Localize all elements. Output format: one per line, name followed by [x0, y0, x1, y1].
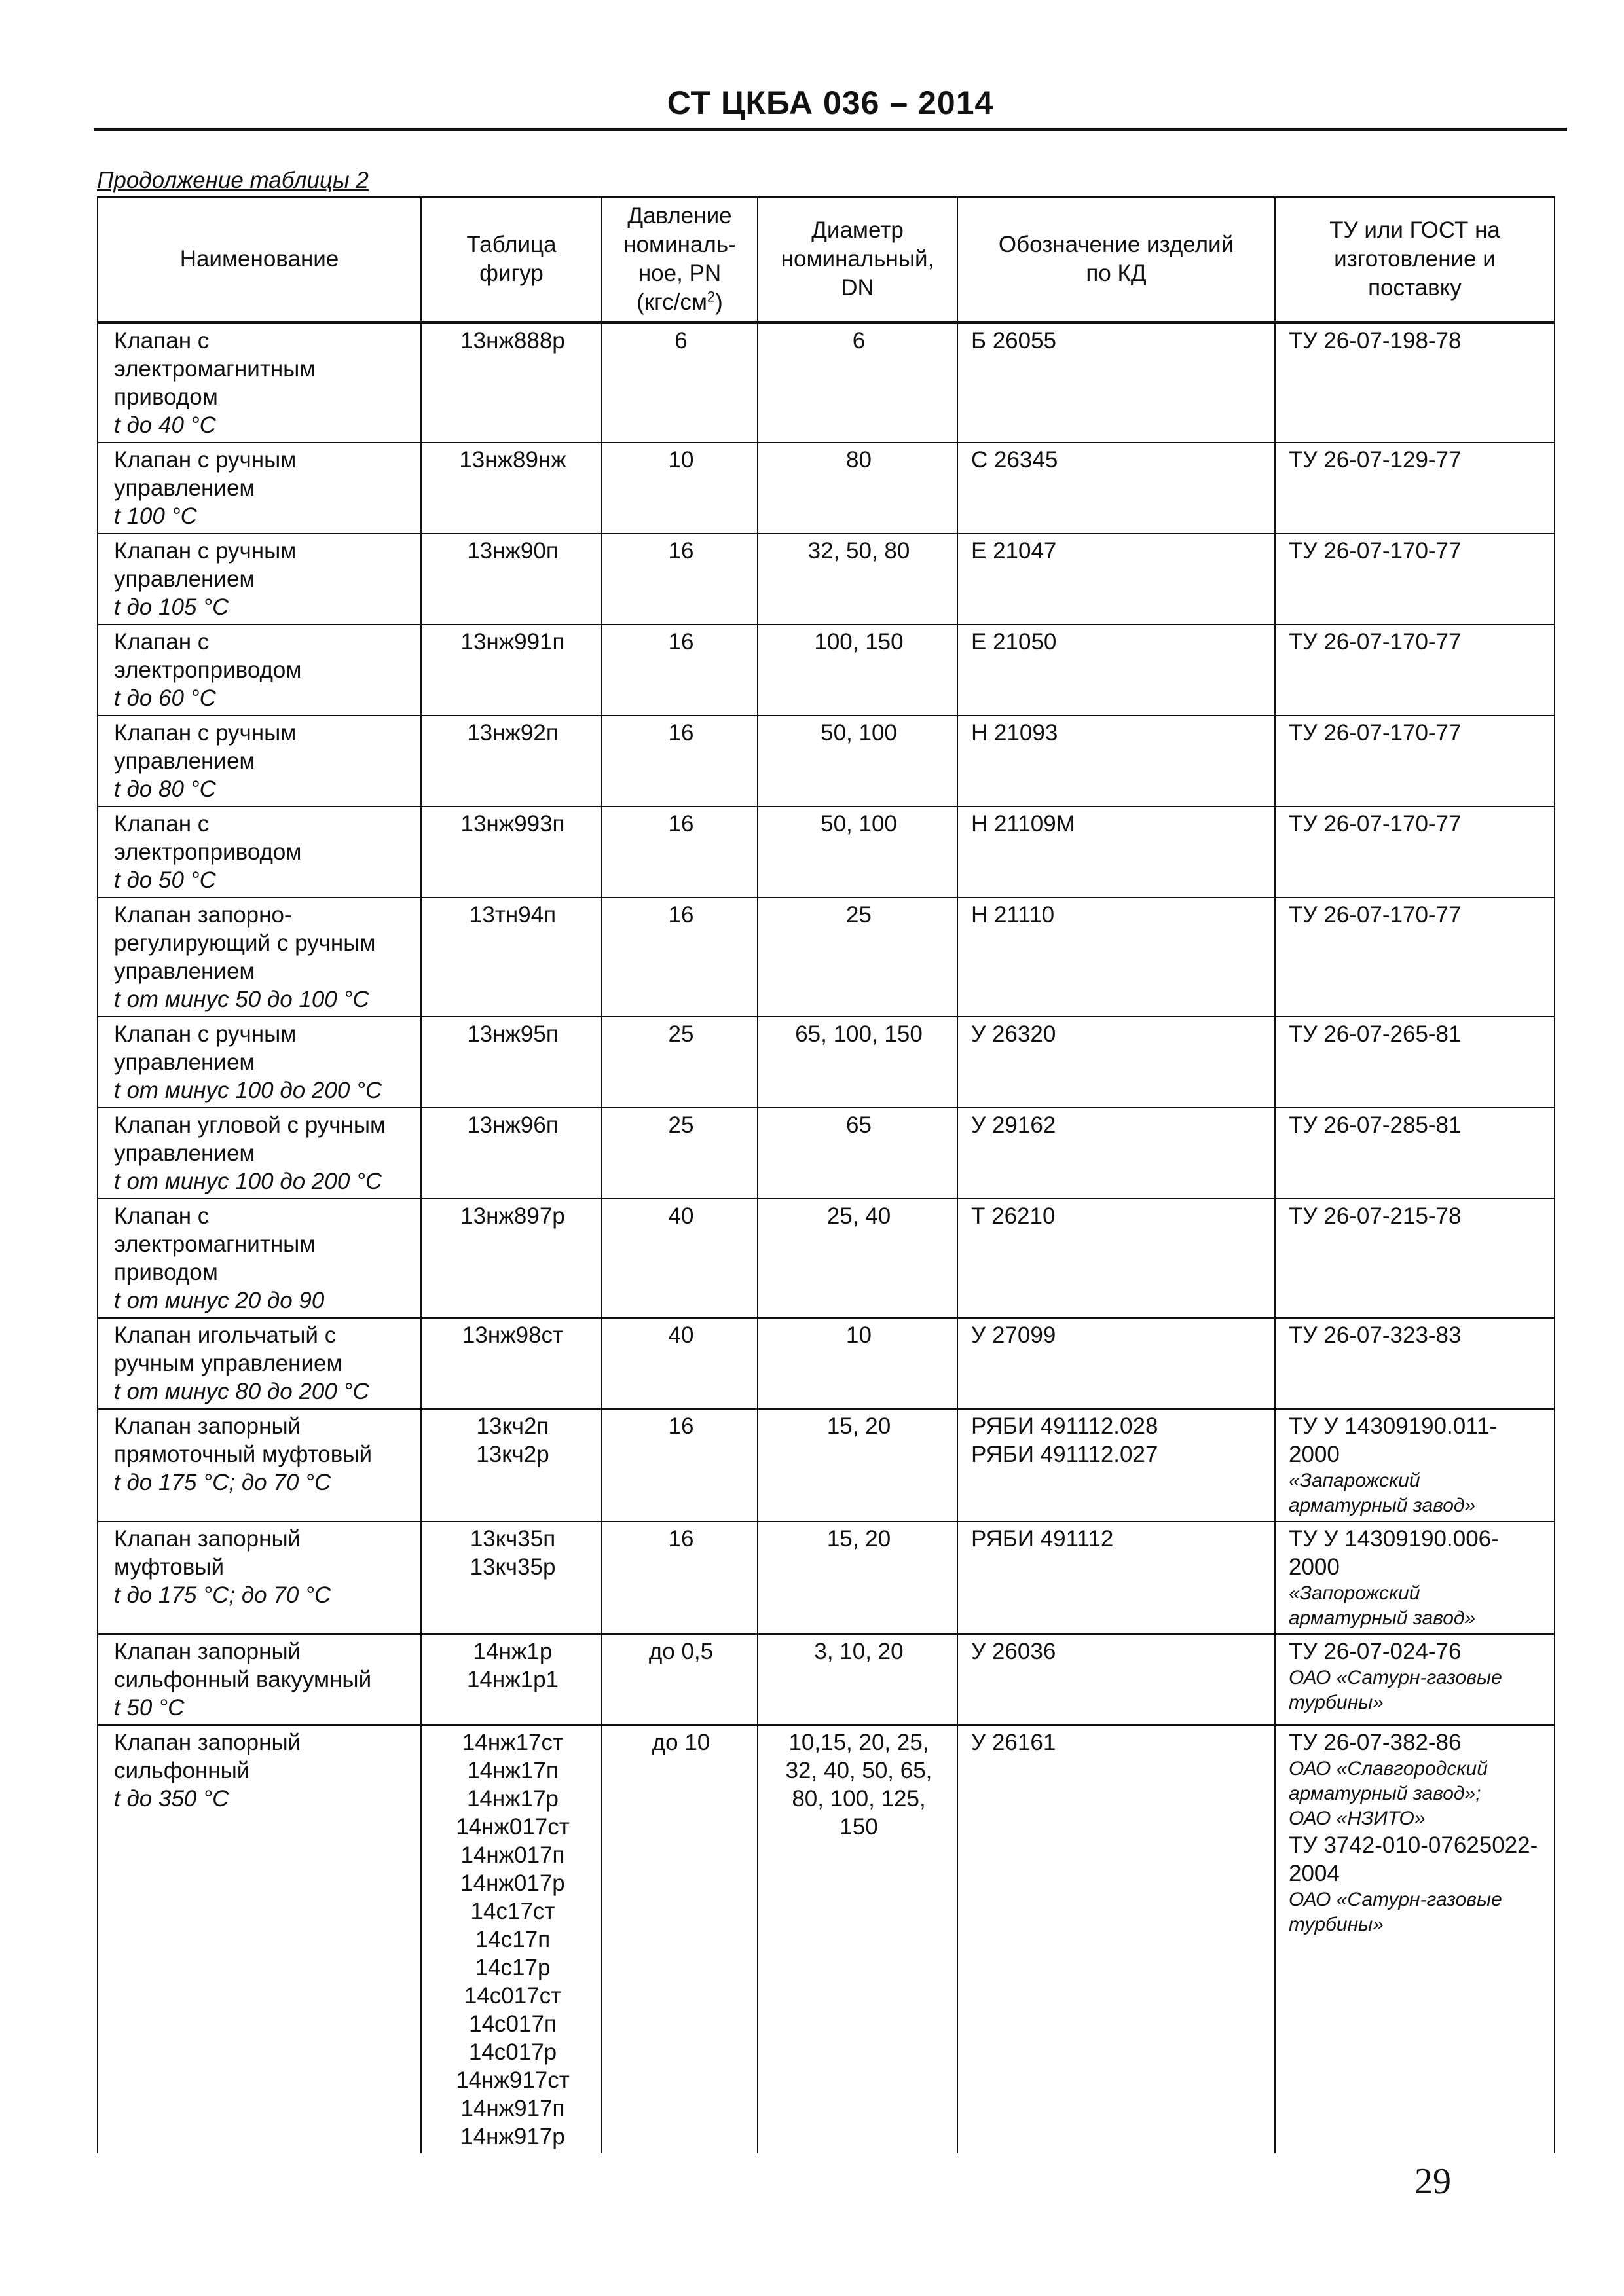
temperature-range: t до 105 °С [114, 594, 229, 620]
tu-code: ТУ 26-07-170-77 [1289, 629, 1462, 655]
manufacturer-note: арматурный завод»; [1289, 1783, 1481, 1804]
cell-figure [421, 1522, 602, 1634]
temperature-range: t 100 °С [114, 503, 197, 529]
cell-figure [421, 1725, 602, 2153]
tu-code: ТУ 26-07-129-77 [1289, 447, 1462, 473]
valve-name-line: Клапан с [114, 328, 210, 354]
cell-tu [1275, 1725, 1555, 2153]
pn-unit-exponent: 2 [707, 288, 716, 305]
valve-name-line: Клапан с [114, 629, 210, 655]
figure-code: 14нж917ст [456, 2068, 570, 2093]
valve-name-line: прямоточный муфтовый [114, 1442, 373, 1467]
temperature-range: t от минус 50 до 100 °С [114, 987, 369, 1012]
figure-code: 14с17ст [470, 1899, 555, 1924]
manufacturer-note: ОАО «Сатурн-газовые [1289, 1889, 1502, 1910]
cell-name [98, 534, 421, 625]
kd-designation: У 27099 [971, 1322, 1056, 1348]
col-header-dn-line: Диаметр [811, 217, 904, 243]
cell-name [98, 1108, 421, 1199]
figure-code: 13нж993п [460, 811, 565, 837]
valve-name-line: Клапан запорный [114, 1639, 301, 1664]
cell-tu [1275, 534, 1555, 625]
tu-code: ТУ У 14309190.006- [1289, 1526, 1499, 1552]
cell-tu [1275, 1522, 1555, 1634]
figure-code: 14нж017ст [456, 1814, 570, 1840]
kd-designation: С 26345 [971, 447, 1058, 473]
cell-dn [758, 1725, 957, 2153]
temperature-range: t до 50 °С [114, 867, 216, 893]
valve-name-line: электроприводом [114, 839, 302, 865]
cell-name [98, 1409, 421, 1522]
cell-name [98, 1318, 421, 1409]
valve-name-line: регулирующий с ручным [114, 930, 376, 956]
dn-value: 6 [852, 328, 866, 354]
tu-code: ТУ 26-07-170-77 [1289, 902, 1462, 928]
kd-designation: У 29162 [971, 1112, 1056, 1138]
temperature-range: t от минус 100 до 200 °С [114, 1078, 382, 1103]
valve-name-line: Клапан с ручным [114, 1021, 297, 1047]
table-row [98, 1522, 1555, 1634]
cell-dn [758, 1318, 957, 1409]
cell-dn [758, 625, 957, 716]
cell-kd [957, 1522, 1275, 1634]
temperature-range: t 50 °С [114, 1695, 185, 1721]
kd-designation: Е 21050 [971, 629, 1057, 655]
valve-name-line: управлением [114, 566, 255, 592]
kd-designation: У 26320 [971, 1021, 1056, 1047]
figure-code: 14нж917п [460, 2096, 565, 2121]
pn-unit-close: ) [715, 289, 723, 315]
tu-code: ТУ 26-07-170-77 [1289, 811, 1462, 837]
cell-name [98, 1634, 421, 1725]
kd-designation: РЯБИ 491112 [971, 1526, 1114, 1552]
cell-pn: 16 [602, 807, 758, 898]
manufacturer-note: турбины» [1289, 1914, 1384, 1935]
valve-name-line: Клапан с [114, 1203, 210, 1229]
valve-name-line: Клапан с [114, 811, 210, 837]
tu-code: 2000 [1289, 1442, 1340, 1467]
cell-figure [421, 1108, 602, 1199]
col-header-pn-line: Давление [627, 203, 732, 228]
cell-dn [758, 323, 957, 443]
cell-kd [957, 1318, 1275, 1409]
figure-code: 13нж98ст [462, 1322, 564, 1348]
temperature-range: t до 175 °С; до 70 °С [114, 1582, 331, 1608]
figure-code: 14с017ст [464, 1983, 562, 2009]
kd-designation: У 26036 [971, 1639, 1056, 1664]
col-header-tu-line: ТУ или ГОСТ на [1329, 217, 1500, 243]
tu-code: 2004 [1289, 1861, 1340, 1886]
cell-figure [421, 1199, 602, 1318]
col-header-pn-unit [608, 288, 752, 317]
kd-designation: У 26161 [971, 1730, 1056, 1755]
cell-kd [957, 443, 1275, 534]
tu-code: ТУ 26-07-198-78 [1289, 328, 1462, 354]
temperature-range: t до 350 °С [114, 1786, 229, 1812]
tu-code: ТУ 26-07-170-77 [1289, 538, 1462, 564]
cell-name [98, 1522, 421, 1634]
tu-code: ТУ 26-07-215-78 [1289, 1203, 1462, 1229]
cell-kd [957, 1725, 1275, 2153]
cell-figure [421, 1634, 602, 1725]
cell-name [98, 807, 421, 898]
cell-pn: 16 [602, 1522, 758, 1634]
valve-name-line: сильфонный вакуумный [114, 1667, 372, 1692]
cell-pn: 25 [602, 1017, 758, 1108]
col-header-pn-line: номиналь- [623, 232, 736, 257]
manufacturer-note: арматурный завод» [1289, 1495, 1476, 1516]
dn-value: 65, 100, 150 [795, 1021, 923, 1047]
cell-kd [957, 625, 1275, 716]
cell-tu [1275, 323, 1555, 443]
valve-name-line: Клапан запорный [114, 1526, 301, 1552]
table-row [98, 534, 1555, 625]
cell-dn [758, 1634, 957, 1725]
cell-figure [421, 323, 602, 443]
temperature-range: t от минус 100 до 200 °С [114, 1169, 382, 1194]
dn-value: 15, 20 [826, 1413, 891, 1439]
cell-tu [1275, 807, 1555, 898]
cell-name [98, 323, 421, 443]
valve-name-line: приводом [114, 1260, 218, 1285]
figure-code: 14нж1р1 [466, 1667, 559, 1692]
cell-pn: 10 [602, 443, 758, 534]
cell-dn [758, 898, 957, 1017]
table-row [98, 898, 1555, 1017]
table-body [98, 323, 1555, 2154]
table-row [98, 807, 1555, 898]
figure-code: 14с17р [475, 1955, 551, 1980]
figure-code: 13нж96п [467, 1112, 559, 1138]
cell-tu [1275, 1409, 1555, 1522]
figure-code: 13нж888р [460, 328, 565, 354]
pn-unit-text: (кгс/см [637, 289, 707, 315]
cell-dn [758, 1199, 957, 1318]
temperature-range: t до 80 °С [114, 776, 216, 802]
figure-code: 13нж90п [467, 538, 559, 564]
dn-value: 32, 40, 50, 65, [785, 1758, 932, 1783]
valve-name-line: управлением [114, 475, 255, 501]
cell-dn [758, 443, 957, 534]
col-header-kd [957, 197, 1275, 323]
valve-spec-table [97, 196, 1555, 2153]
col-header-pn-line: ное, PN [638, 261, 722, 286]
cell-tu [1275, 625, 1555, 716]
figure-code: 13нж89нж [459, 447, 566, 473]
col-header-pn [602, 197, 758, 323]
cell-figure [421, 716, 602, 807]
tu-code: 2000 [1289, 1554, 1340, 1580]
cell-kd [957, 534, 1275, 625]
cell-figure [421, 898, 602, 1017]
figure-code: 13кч2р [476, 1442, 549, 1467]
temperature-range: t до 40 °С [114, 412, 216, 438]
figure-code: 14с017п [469, 2011, 557, 2037]
table-row [98, 443, 1555, 534]
valve-name-line: электромагнитным [114, 356, 316, 382]
cell-tu [1275, 443, 1555, 534]
col-header-tu-line: поставку [1368, 275, 1462, 301]
dn-value: 150 [840, 1814, 878, 1840]
kd-designation: Т 26210 [971, 1203, 1056, 1229]
cell-tu [1275, 1108, 1555, 1199]
valve-name-line: управлением [114, 958, 255, 984]
temperature-range: t до 175 °С; до 70 °С [114, 1470, 331, 1495]
page-number: 29 [1414, 2161, 1451, 2202]
cell-pn: 40 [602, 1199, 758, 1318]
dn-value: 50, 100 [821, 811, 897, 837]
dn-value: 65 [846, 1112, 872, 1138]
tu-code: ТУ У 14309190.011- [1289, 1413, 1498, 1439]
cell-name [98, 716, 421, 807]
dn-value: 3, 10, 20 [814, 1639, 904, 1664]
cell-pn: 40 [602, 1318, 758, 1409]
table-row [98, 1409, 1555, 1522]
temperature-range: t до 60 °С [114, 685, 216, 711]
cell-dn [758, 1522, 957, 1634]
col-header-name-text: Наименование [179, 246, 339, 272]
cell-kd [957, 807, 1275, 898]
valve-name-line: Клапан угловой с ручным [114, 1112, 386, 1138]
figure-code: 13кч35р [470, 1554, 556, 1580]
cell-dn [758, 1017, 957, 1108]
valve-name-line: Клапан запорно- [114, 902, 292, 928]
cell-name [98, 625, 421, 716]
table-header-row [98, 197, 1555, 323]
dn-value: 80, 100, 125, [792, 1786, 926, 1812]
tu-code: ТУ 26-07-323-83 [1289, 1322, 1462, 1348]
cell-pn: 25 [602, 1108, 758, 1199]
cell-kd [957, 1017, 1275, 1108]
col-header-dn-line: DN [841, 275, 874, 301]
table-row [98, 323, 1555, 443]
tu-code: ТУ 26-07-285-81 [1289, 1112, 1462, 1138]
tu-code: ТУ 26-07-265-81 [1289, 1021, 1462, 1047]
col-header-name [98, 197, 421, 323]
valve-name-line: Клапан с ручным [114, 447, 297, 473]
valve-name-line: сильфонный [114, 1758, 250, 1783]
cell-pn: до 0,5 [602, 1634, 758, 1725]
kd-designation: Н 21093 [971, 720, 1058, 746]
temperature-range: t от минус 80 до 200 °С [114, 1379, 369, 1404]
cell-pn: 16 [602, 898, 758, 1017]
dn-value: 100, 150 [814, 629, 904, 655]
dn-value: 25, 40 [826, 1203, 891, 1229]
col-header-dn [758, 197, 957, 323]
valve-name-line: приводом [114, 384, 218, 410]
table-row [98, 1199, 1555, 1318]
figure-code: 14с017р [468, 2039, 557, 2065]
cell-pn: 16 [602, 534, 758, 625]
manufacturer-note: турбины» [1289, 1692, 1384, 1713]
col-header-kd-line: по КД [1086, 261, 1147, 286]
cell-pn: 16 [602, 1409, 758, 1522]
figure-code: 13нж92п [467, 720, 559, 746]
cell-tu [1275, 898, 1555, 1017]
col-header-figure [421, 197, 602, 323]
figure-code: 14нж017п [460, 1842, 565, 1868]
cell-figure [421, 1017, 602, 1108]
dn-value: 80 [846, 447, 872, 473]
valve-name-line: Клапан запорный [114, 1413, 301, 1439]
kd-designation: РЯБИ 491112.027 [971, 1442, 1158, 1467]
figure-code: 13нж897р [460, 1203, 565, 1229]
figure-code: 14нж17п [467, 1758, 559, 1783]
figure-code: 13нж991п [460, 629, 565, 655]
table-row [98, 1318, 1555, 1409]
manufacturer-note: «Запарожский [1289, 1470, 1420, 1491]
kd-designation: Е 21047 [971, 538, 1057, 564]
cell-pn: 6 [602, 323, 758, 443]
header-rule [94, 128, 1567, 131]
cell-kd [957, 1634, 1275, 1725]
figure-code: 14нж017р [460, 1870, 565, 1896]
cell-dn [758, 716, 957, 807]
manufacturer-note: арматурный завод» [1289, 1607, 1476, 1629]
cell-kd [957, 1409, 1275, 1522]
table-row [98, 1634, 1555, 1725]
table-row [98, 1017, 1555, 1108]
cell-tu [1275, 1199, 1555, 1318]
tu-code: ТУ 26-07-170-77 [1289, 720, 1462, 746]
valve-name-line: Клапан запорный [114, 1730, 301, 1755]
figure-code: 14нж17р [466, 1786, 559, 1812]
table-row [98, 1725, 1555, 2153]
figure-code: 13нж95п [467, 1021, 559, 1047]
cell-name [98, 1199, 421, 1318]
figure-code: 13кч2п [476, 1413, 549, 1439]
cell-pn: 16 [602, 625, 758, 716]
cell-figure [421, 534, 602, 625]
col-header-dn-line: номинальный, [781, 246, 934, 272]
cell-kd [957, 1199, 1275, 1318]
cell-figure [421, 625, 602, 716]
manufacturer-note: ОАО «НЗИТО» [1289, 1808, 1426, 1829]
cell-name [98, 1017, 421, 1108]
table-caption: Продолжение таблицы 2 [97, 168, 369, 193]
table-row [98, 716, 1555, 807]
manufacturer-note: ОАО «Славгородский [1289, 1758, 1488, 1779]
cell-tu [1275, 1634, 1555, 1725]
col-header-kd-line: Обозначение изделий [998, 232, 1234, 257]
kd-designation: Б 26055 [971, 328, 1057, 354]
cell-dn [758, 807, 957, 898]
cell-kd [957, 716, 1275, 807]
valve-name-line: электроприводом [114, 657, 302, 683]
col-header-figure-line: фигур [479, 261, 544, 286]
figure-code: 14нж17ст [462, 1730, 564, 1755]
dn-value: 10,15, 20, 25, [788, 1730, 929, 1755]
manufacturer-note: ОАО «Сатурн-газовые [1289, 1667, 1502, 1688]
manufacturer-note: «Запорожский [1289, 1582, 1420, 1604]
cell-pn: 16 [602, 716, 758, 807]
kd-designation: РЯБИ 491112.028 [971, 1413, 1158, 1439]
cell-dn [758, 1409, 957, 1522]
cell-kd [957, 1108, 1275, 1199]
col-header-tu [1275, 197, 1555, 323]
dn-value: 10 [846, 1322, 872, 1348]
tu-code: ТУ 26-07-024-76 [1289, 1639, 1462, 1664]
figure-code: 14с17п [475, 1927, 551, 1952]
cell-name [98, 1725, 421, 2153]
cell-name [98, 443, 421, 534]
kd-designation: Н 21110 [971, 902, 1055, 928]
cell-pn: до 10 [602, 1725, 758, 2153]
table-row [98, 625, 1555, 716]
dn-value: 32, 50, 80 [807, 538, 910, 564]
cell-figure [421, 1409, 602, 1522]
cell-dn [758, 534, 957, 625]
cell-tu [1275, 1318, 1555, 1409]
valve-name-line: Клапан с ручным [114, 720, 297, 746]
dn-value: 25 [846, 902, 872, 928]
cell-kd [957, 323, 1275, 443]
valve-name-line: ручным управлением [114, 1351, 342, 1376]
figure-code: 14нж1р [473, 1639, 553, 1664]
figure-code: 13кч35п [470, 1526, 556, 1552]
tu-code: ТУ 3742-010-07625022- [1289, 1832, 1538, 1858]
cell-name [98, 898, 421, 1017]
cell-tu [1275, 1017, 1555, 1108]
document-code-header: СТ ЦКБА 036 – 2014 [667, 84, 994, 121]
cell-dn [758, 1108, 957, 1199]
valve-name-line: Клапан игольчатый с [114, 1322, 337, 1348]
valve-name-line: управлением [114, 748, 255, 774]
cell-figure [421, 807, 602, 898]
cell-tu [1275, 716, 1555, 807]
valve-name-line: управлением [114, 1140, 255, 1166]
cell-figure [421, 443, 602, 534]
valve-name-line: муфтовый [114, 1554, 224, 1580]
figure-code: 13тн94п [469, 902, 557, 928]
col-header-figure-line: Таблица [466, 232, 557, 257]
figure-code: 14нж917р [460, 2124, 565, 2149]
cell-kd [957, 898, 1275, 1017]
col-header-tu-line: изготовление и [1334, 246, 1496, 272]
cell-figure [421, 1318, 602, 1409]
valve-name-line: электромагнитным [114, 1231, 316, 1257]
valve-name-line: управлением [114, 1049, 255, 1075]
dn-value: 15, 20 [826, 1526, 891, 1552]
table-row [98, 1108, 1555, 1199]
temperature-range: t от минус 20 до 90 [114, 1288, 325, 1313]
valve-name-line: Клапан с ручным [114, 538, 297, 564]
tu-code: ТУ 26-07-382-86 [1289, 1730, 1462, 1755]
kd-designation: Н 21109М [971, 811, 1075, 837]
dn-value: 50, 100 [821, 720, 897, 746]
